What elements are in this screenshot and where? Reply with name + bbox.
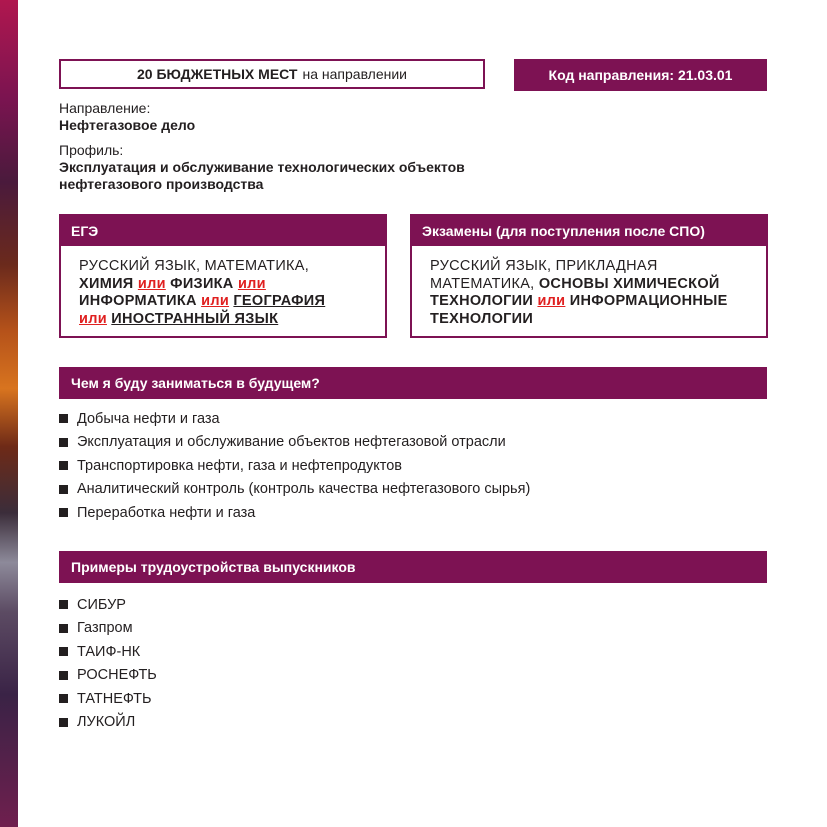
employers-section-title: Примеры трудоустройства выпускников bbox=[59, 551, 767, 583]
ege-card-title: ЕГЭ bbox=[61, 216, 385, 246]
list-item: РОСНЕФТЬ bbox=[59, 664, 157, 688]
bullet-square-icon bbox=[59, 414, 68, 423]
ege-subject-geography: ГЕОГРАФИЯ bbox=[233, 293, 326, 309]
list-item: Эксплуатация и обслуживание объектов нефтегазовой отрасли bbox=[59, 431, 530, 455]
bullet-square-icon bbox=[59, 694, 68, 703]
budget-places-count: 20 БЮДЖЕТНЫХ МЕСТ bbox=[136, 66, 298, 82]
list-item: Аналитический контроль (контроль качества нефтегазового сырья) bbox=[59, 478, 530, 502]
list-item: Переработка нефти и газа bbox=[59, 501, 530, 525]
ege-or: или bbox=[201, 293, 230, 309]
ege-card bbox=[59, 214, 387, 338]
list-item: ЛУКОЙЛ bbox=[59, 711, 157, 735]
spo-math: МАТЕМАТИКА, bbox=[430, 275, 535, 292]
direction-code-badge: Код направления: 21.03.01 bbox=[514, 59, 767, 91]
bullet-square-icon bbox=[59, 438, 68, 447]
bullet-square-icon bbox=[59, 485, 68, 494]
spo-subject-chem-tech-b: ТЕХНОЛОГИИ bbox=[430, 293, 534, 309]
spo-or: или bbox=[537, 293, 566, 309]
future-section-title: Чем я буду заниматься в будущем? bbox=[59, 367, 767, 399]
budget-places-suffix: на направлении bbox=[302, 66, 408, 82]
profile-value-line2: нефтегазового производства bbox=[59, 176, 264, 192]
spo-card bbox=[410, 214, 768, 338]
spo-card-title: Экзамены (для поступления после СПО) bbox=[412, 216, 766, 246]
ege-or: или bbox=[237, 275, 266, 292]
bullet-square-icon bbox=[59, 508, 68, 517]
list-item: Газпром bbox=[59, 617, 157, 641]
list-item: ТАТНЕФТЬ bbox=[59, 687, 157, 711]
ege-subject-foreign-language: ИНОСТРАННЫЙ ЯЗЫК bbox=[111, 310, 279, 327]
list-item: Добыча нефти и газа bbox=[59, 407, 530, 431]
ege-subjects bbox=[61, 246, 385, 328]
list-item: ТАИФ-НК bbox=[59, 640, 157, 664]
spo-subject-it-a: ИНФОРМАЦИОННЫЕ bbox=[569, 293, 728, 309]
future-list bbox=[59, 407, 530, 525]
spo-line1: РУССКИЙ ЯЗЫК, ПРИКЛАДНАЯ bbox=[430, 258, 658, 274]
bullet-square-icon bbox=[59, 647, 68, 656]
bullet-square-icon bbox=[59, 718, 68, 727]
profile-label: Профиль: bbox=[59, 142, 124, 158]
ege-line1: РУССКИЙ ЯЗЫК, МАТЕМАТИКА, bbox=[79, 258, 310, 274]
profile-block bbox=[59, 142, 465, 193]
profile-value-line1: Эксплуатация и обслуживание технологических объектов bbox=[59, 159, 465, 175]
ege-or: или bbox=[79, 310, 107, 327]
bullet-square-icon bbox=[59, 461, 68, 470]
direction-block bbox=[59, 100, 195, 134]
bullet-square-icon bbox=[59, 624, 68, 633]
budget-places-box bbox=[59, 59, 485, 89]
employers-list bbox=[59, 593, 157, 734]
ege-subject-physics: ФИЗИКА bbox=[170, 275, 234, 292]
spo-subjects bbox=[412, 246, 766, 328]
ege-subject-informatics: ИНФОРМАТИКА bbox=[79, 293, 197, 309]
spo-subject-chem-tech-a: ОСНОВЫ ХИМИЧЕСКОЙ bbox=[538, 275, 720, 292]
bullet-square-icon bbox=[59, 600, 68, 609]
bullet-square-icon bbox=[59, 671, 68, 680]
direction-label: Направление: bbox=[59, 100, 151, 116]
ege-subject-chemistry: ХИМИЯ bbox=[79, 275, 134, 292]
spo-subject-it-b: ТЕХНОЛОГИИ bbox=[430, 310, 534, 327]
ege-or: или bbox=[137, 275, 166, 292]
list-item: Транспортировка нефти, газа и нефтепродуктов bbox=[59, 454, 530, 478]
direction-value: Нефтегазовое дело bbox=[59, 117, 196, 133]
list-item: СИБУР bbox=[59, 593, 157, 617]
decorative-photo-strip bbox=[0, 0, 18, 827]
